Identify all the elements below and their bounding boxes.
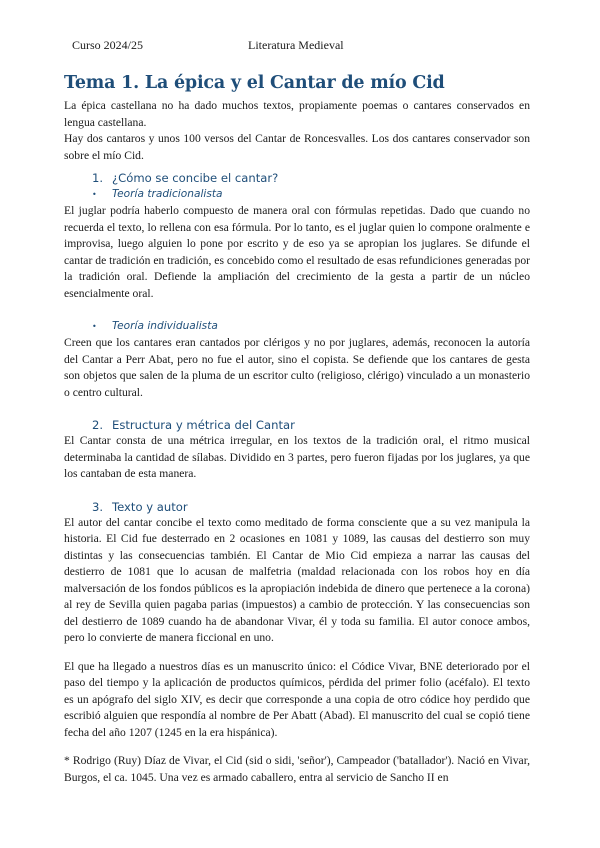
page-header bbox=[0, 38, 600, 54]
section-title: Texto y autor bbox=[112, 499, 188, 514]
subsection-title: Teoría individualista bbox=[112, 320, 218, 332]
intro-paragraph-2: Hay dos cantaros y unos 100 versos del Cantar de Roncesvalles. Los dos cantares conservador son sobre el mío Cid. bbox=[64, 132, 530, 162]
section-title: Estructura y métrica del Cantar bbox=[112, 418, 295, 432]
bullet-icon: • bbox=[92, 190, 97, 199]
intro-paragraph-1: La épica castellana no ha dado muchos textos, propiamente poemas o cantares conservados en lengua castellana. bbox=[64, 99, 530, 129]
section-heading-2 bbox=[64, 417, 530, 433]
paragraph-autor-2: El que ha llegado a nuestros días es un manuscrito único: el Códice Vivar, BNE deteriorado por el paso del tiempo y la aplicación de productos químicos, pérdida del primer folio (acéfalo). El texto es un apógrafo del siglo XIV, es decir que corresponde a una copia de otro códice hoy perdido que escribió alguien que respondía al nombre de Per Abatt (Abad). El manuscrito del cual se copió tiene fecha del año 1207 (1245 en la era hispánica). bbox=[64, 659, 530, 739]
paragraph-estructura: El Cantar consta de una métrica irregular, en los textos de la tradición oral, el ritmo musical determinaba la cantidad de sílabas. Dividido en 3 partes, pero fueron fijadas por los juglares, ya que los cantaban de esta manera. bbox=[64, 434, 530, 480]
section-number: 1. bbox=[92, 171, 104, 185]
course-year: Curso 2024/25 bbox=[72, 38, 144, 52]
bullet-icon: • bbox=[92, 322, 97, 331]
section-heading-3 bbox=[64, 499, 530, 515]
footnote-paragraph: * Rodrigo (Ruy) Díaz de Vivar, el Cid (sid o sidi, 'señor'), Campeador ('batallador'). Nació en Vivar, Burgos, el ca. 1045. Una vez es armado caballero, entra al servicio de Sancho II en bbox=[64, 754, 530, 784]
paragraph-individualista: Creen que los cantares eran cantados por clérigos y no por juglares, además, reconocen la autoría del Cantar a Perr Abat, pero no fue el autor, sino el copista. Se defiende que los cantares de gesta son objetos que salen de la pluma de un escritor culto (religioso, clérigo) vinculado a un monasterio o centro cultural. bbox=[64, 336, 530, 399]
section-title: ¿Cómo se concibe el cantar? bbox=[112, 171, 279, 185]
section-heading-1 bbox=[64, 170, 530, 186]
document-body bbox=[64, 72, 530, 786]
subsection-heading-individualista bbox=[64, 318, 530, 335]
subject-name: Literatura Medieval bbox=[248, 38, 344, 52]
paragraph-tradicionalista: El juglar podría haberlo compuesto de manera oral con fórmulas repetidas. Dado que cuando no recuerda el texto, lo rellena con esa fórmula. Por lo tanto, es el juglar quien lo compone oralmente e improvisa, luego alguien lo pone por escrito y de eso ya se apropian los juglares. Se difunde el cantar de tradición en tradición, es concebido como el resultado de esas refundiciones generadas por la tradición oral. Defiende la ampliación del crecimiento de la gesta a partir de un núcleo esencialmente oral. bbox=[64, 204, 530, 300]
paragraph-autor-1: El autor del cantar concibe el texto como meditado de forma consciente que a su vez manipula la historia. El Cid fue desterrado en 2 ocasiones en 1081 y 1089, las causas del destierro son muy distintas y las consecuencias también. El Cantar de Mio Cid empieza a narrar las causas del destierro de 1081 que lo acusan de malfetria (maldad relacionada con los robos hoy en día malversación de los fondos públicos es la apropiación indebida de dinero que pertenece a la corona) al rey de Sevilla quien pagaba parias (impuestos) a cambio de protección. Y las consecuencias son del destierro de 1089 cuando ha de abandonar Vivar, él y toda su familia. El autor conoce ambos, pero lo convierte de manera ficcional en uno. bbox=[64, 515, 530, 644]
subsection-heading-tradicionalista bbox=[64, 186, 530, 203]
section-number: 2. bbox=[92, 418, 104, 432]
section-number: 3. bbox=[92, 499, 104, 514]
page-title: Tema 1. La épica y el Cantar de mío Cid bbox=[64, 73, 445, 93]
subsection-title: Teoría tradicionalista bbox=[112, 188, 223, 200]
